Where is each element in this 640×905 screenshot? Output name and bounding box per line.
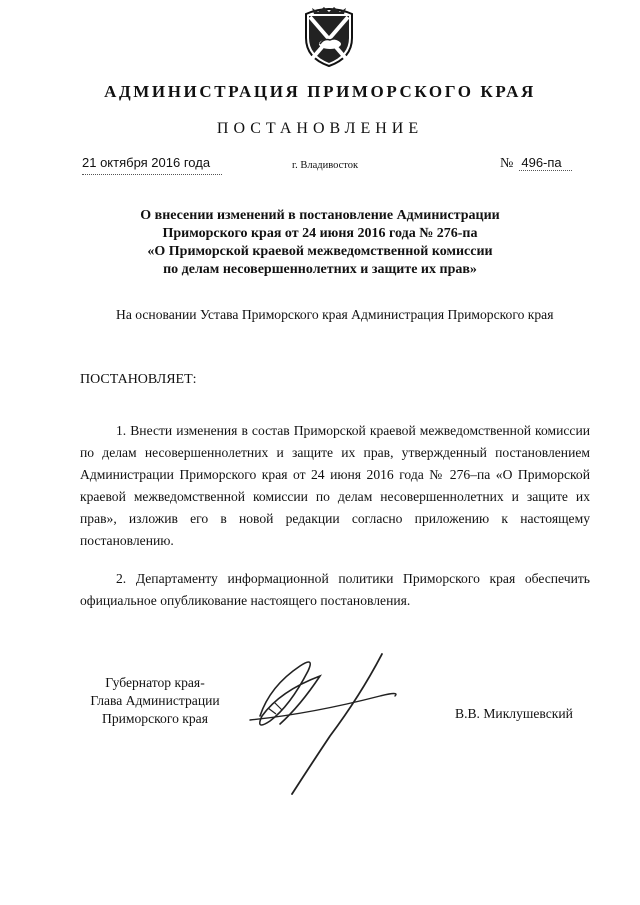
position-line: Приморского края: [102, 711, 208, 726]
document-date: 21 октября 2016 года: [82, 155, 211, 170]
document-subject: [100, 207, 540, 279]
document-type: ПОСТАНОВЛЕНИЕ: [216, 120, 424, 137]
date-underline: [82, 174, 222, 175]
subject-line: Приморского края от 24 июня 2016 года № 276-па: [162, 226, 478, 241]
handwritten-signature-icon: [230, 636, 450, 806]
subject-line: по делам несовершеннолетних и защите их прав»: [163, 262, 477, 277]
position-line: Глава Администрации: [90, 693, 220, 708]
number-value: 496-па: [519, 155, 571, 171]
decree-item-2: 2. Департаменту информационной политики Приморского края обеспечить официальное опубликование настоящего постановления.: [80, 571, 590, 608]
signatory-position: [70, 674, 240, 728]
signatory-name: В.В. Миклушевский: [455, 706, 573, 721]
subject-line: О внесении изменений в постановление Администрации: [140, 208, 500, 223]
coat-of-arms-icon: [300, 4, 358, 68]
document-number: [500, 155, 572, 172]
decree-heading: ПОСТАНОВЛЯЕТ:: [80, 372, 197, 387]
position-line: Губернатор края-: [105, 675, 205, 690]
decree-item-1: 1. Внести изменения в состав Приморской краевой межведомственной комиссии по делам несовершеннолетних и защите их прав, утвержденный постановлением Администрации Приморского края от 24 июня 2016 года № 276–па «О Приморской краевой межведомственной комиссии по делам несовершеннолетних и защите их прав», изложив его в новой редакции согласно приложению к настоящему постановлению.: [80, 423, 590, 548]
number-prefix: №: [500, 156, 514, 171]
basis-paragraph: На основании Устава Приморского края Администрация Приморского края: [116, 307, 554, 322]
document-city: г. Владивосток: [292, 160, 359, 171]
organization-title: АДМИНИСТРАЦИЯ ПРИМОРСКОГО КРАЯ: [104, 82, 536, 101]
subject-line: «О Приморской краевой межведомственной комиссии: [147, 244, 493, 259]
